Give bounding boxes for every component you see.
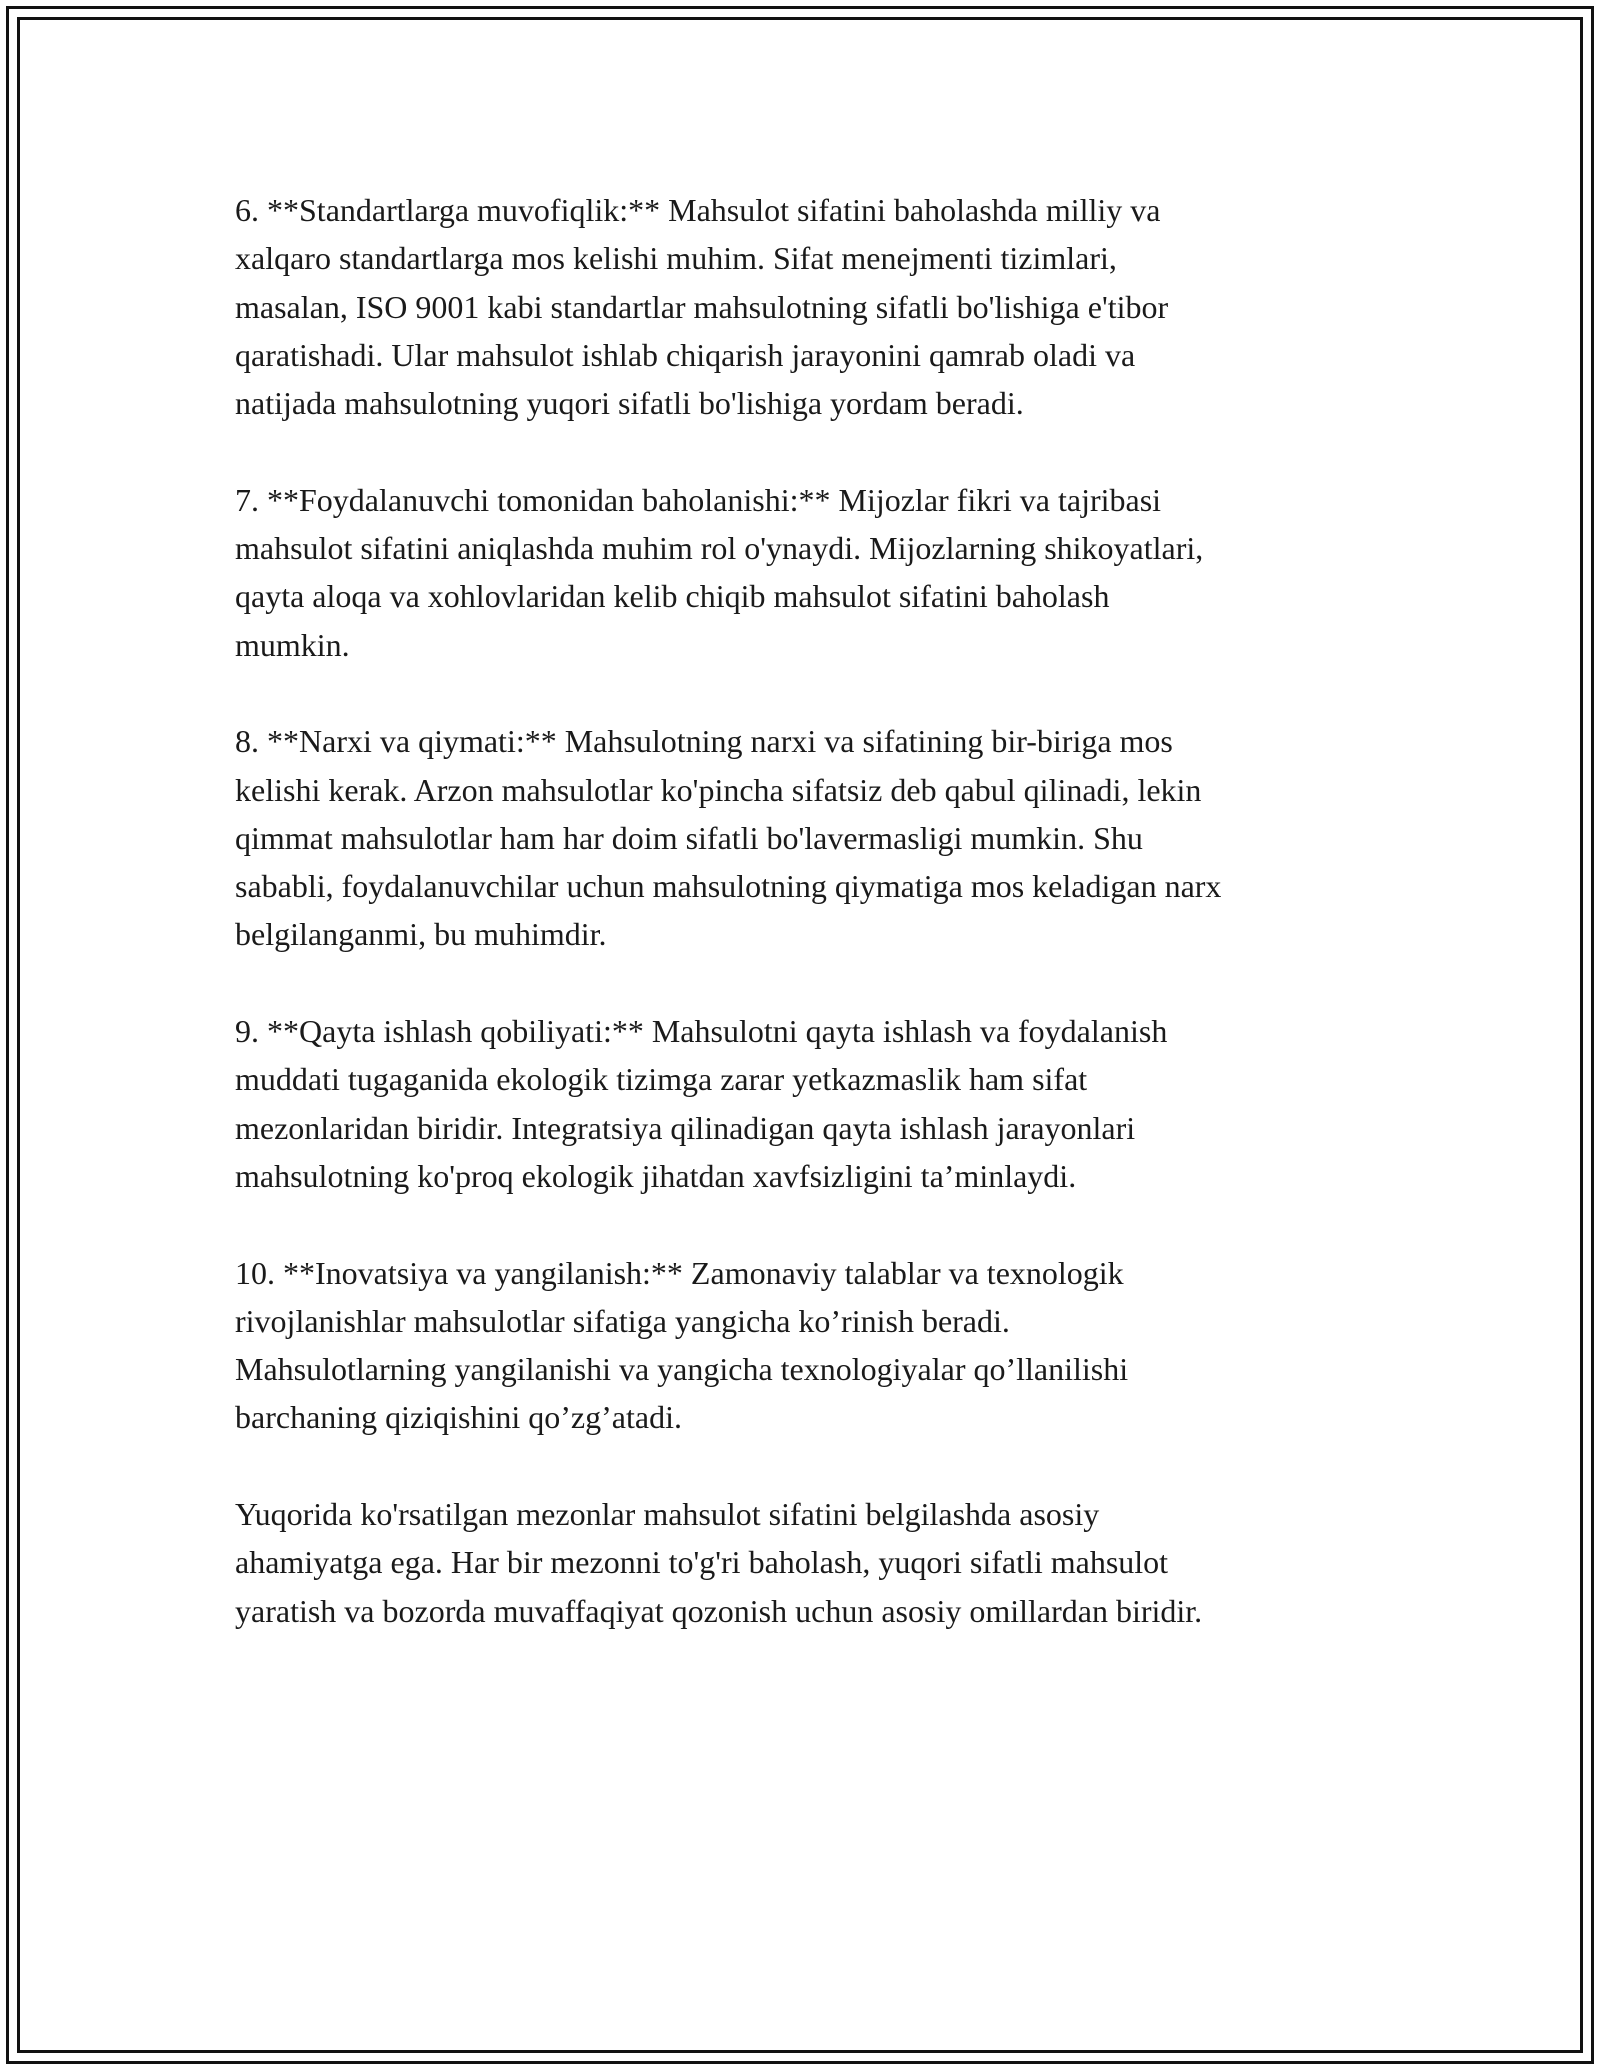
document-body (235, 186, 1385, 1683)
paragraph-conclusion: Yuqorida ko'rsatilgan mezonlar mahsulot sifatini belgilashda asosiy ahamiyatga ega. Har bir mezonni to'g'ri baholash, yuqori sifatli mahsulot yaratish va bozorda muvaffaqiyat qozonish uchun asosiy omillardan biridir. (235, 1496, 1203, 1629)
paragraph-user-evaluation: 7. **Foydalanuvchi tomonidan baholanishi:** Mijozlar fikri va tajribasi mahsulot sifatini aniqlashda muhim rol o'ynaydi. Mijozlarning shikoyatlari, qayta aloqa va xohlovlaridan kelib chiqib mahsulot sifatini baholash mumkin. (235, 481, 1204, 663)
paragraph-recyclability: 9. **Qayta ishlash qobiliyati:** Mahsulotni qayta ishlash va foydalanish muddati tugaganida ekologik tizimga zarar yetkazmaslik ham sifat mezonlaridan biridir. Integratsiya qilinadigan qayta ishlash jarayonlari mahsulotning ko'proq ekologik jihatdan xavfsizligini ta’minlaydi. (235, 1013, 1168, 1194)
paragraph-standards-compliance: 6. **Standartlarga muvofiqlik:** Mahsulot sifatini baholashda milliy va xalqaro standartlarga mos kelishi muhim. Sifat menejmenti tizimlari, masalan, ISO 9001 kabi standartlar mahsulotning sifatli bo'lishiga e'tibor qaratishadi. Ular mahsulot ishlab chiqarish jarayonini qamrab oladi va natijada mahsulotning yuqori sifatli bo'lishiga yordam beradi. (235, 192, 1169, 422)
paragraph-price-and-value: 8. **Narxi va qiymati:** Mahsulotning narxi va sifatining bir-biriga mos kelishi kerak. Arzon mahsulotlar ko'pincha sifatsiz deb qabul qilinadi, lekin qimmat mahsulotlar ham har doim sifatli bo'lavermasligi mumkin. Shu sababli, foydalanuvchilar uchun mahsulotning qiymatiga mos keladigan narx belgilanganmi, bu muhimdir. (235, 723, 1222, 953)
paragraph-innovation: 10. **Inovatsiya va yangilanish:** Zamonaviy talablar va texnologik rivojlanishlar mahsulotlar sifatiga yangicha ko’rinish beradi. Mahsulotlarning yangilanishi va yangicha texnologiyalar qo’llanilishi barchaning qiziqishini qo’zg’atadi. (235, 1254, 1129, 1436)
